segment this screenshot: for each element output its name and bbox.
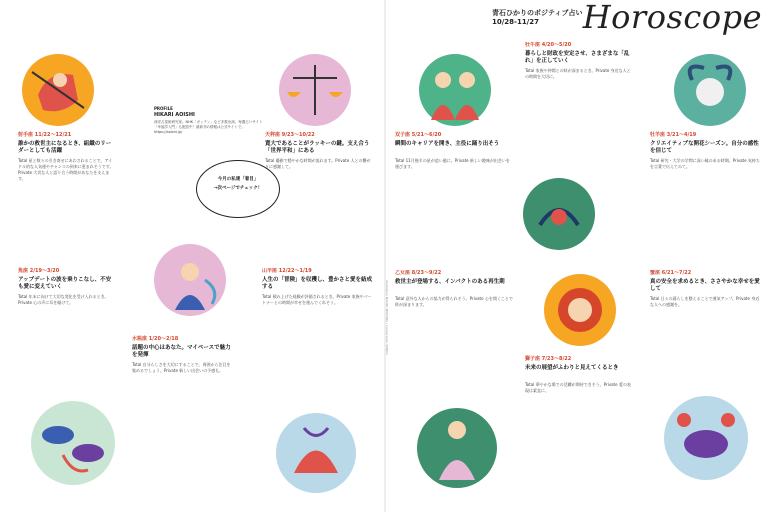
sign-scorpio: [520, 175, 600, 255]
bubble-line1: 今月の私達「着目」: [217, 177, 259, 182]
sign-gemini: [395, 50, 515, 255]
sign-pisces: [18, 240, 116, 505]
sign-body: Total 年末に向けて大切な変化を受け入れるとき。Private 心の声に耳を傾けて。: [18, 294, 109, 305]
sign-name: 牡羊座 3/21〜4/19: [650, 132, 697, 138]
header: [462, 2, 762, 34]
sign-body: Total 意外な人からの協力が得られそう。Private 心を開くことで絆が深まります。: [395, 296, 513, 307]
sign-headline: 救世主が登場する、インパクトのある再生期: [395, 279, 505, 285]
sign-body: Total 優雅で穏やかな時間が流れます。Private 人との繋がりに感謝して。: [265, 158, 371, 169]
scorpion-icon: [520, 175, 598, 253]
sign-name: 山羊座 12/22〜1/19: [262, 268, 312, 274]
page-gutter: [384, 0, 386, 512]
sign-name: 水瓶座 1/20〜2/18: [132, 336, 179, 342]
sign-headline: クリエイティブな開花シーズン。自分の感性を信じて: [650, 141, 759, 154]
sign-name: 獅子座 7/23〜8/22: [525, 356, 572, 362]
maiden-icon: [415, 400, 499, 496]
sign-aries: [650, 50, 762, 255]
sign-name: 天秤座 9/23〜10/22: [265, 132, 315, 138]
sign-leo: [525, 270, 635, 505]
sign-headline: 人生の「冒険」を収穫し、豊かさと愛を結成する: [262, 277, 373, 290]
sign-capricorn: [262, 268, 374, 508]
header-date: 10/28-11/27: [492, 18, 539, 26]
goat-icon: [274, 408, 358, 498]
profile: [154, 106, 264, 158]
page-title: Horoscope: [582, 0, 762, 36]
profile-caption: PROFILE: [154, 106, 173, 111]
sign-headline: 寛大であることがラッキーの鍵。支え合う「世界平和」にある: [265, 141, 370, 154]
sign-body: Total 家族や仲間との絆が深まるとき。Private 身近な人との時間を大切に。: [525, 68, 631, 79]
water-bearer-icon: [150, 240, 230, 318]
fish-icon: [28, 395, 116, 490]
sign-body: Total 華やかな場での活躍が期待できそう。Private 愛の表現は素直に。: [525, 382, 631, 393]
sign-body: Total 研究・大学の学問に深い縁のある時期。Private 気持ちを言葉で伝えてみて。: [650, 158, 760, 169]
sign-headline: 暮らしと財政を安定させ、さまざまな「乱れ」を正していく: [525, 51, 630, 64]
sign-name: 射手座 11/22〜12/21: [18, 132, 72, 138]
sign-virgo: [395, 270, 515, 505]
sign-libra: [265, 50, 375, 255]
sign-name: 蟹座 6/21〜7/22: [650, 270, 692, 276]
credit-text: Illustration NAOKO NOMURA / Cooperation SHIROI: [385, 280, 389, 355]
scales-icon: [275, 50, 355, 128]
sign-body: Total 自分らしさを大切にすることで、周囲から注目を集めるでしょう。Private 新しい出会いの予感も。: [132, 362, 231, 373]
sign-sagittarius: [18, 50, 116, 255]
sign-headline: 真の安全を求めるとき、ささやかな幸せを愛して: [650, 279, 760, 292]
sign-name: 双子座 5/21〜6/20: [395, 132, 442, 138]
sign-headline: 瞬間のキャリアを開き、主役に踊り出そう: [395, 141, 500, 147]
header-subtitle: 青石ひかりのポジティブ占い: [492, 9, 583, 17]
ram-icon: [670, 50, 750, 128]
sign-name: 魚座 2/19〜3/20: [18, 268, 60, 274]
profile-text: 西洋占星術研究家。NHK「ガッテン」など多数出演。毎週占いサイト「幸福学入門」も配信中！最新刊の情報は公式サイトで。https://aoishi.jp/: [154, 120, 263, 134]
sign-headline: 誰かの救世主になるとき、組織のリーダーとしても活躍: [18, 141, 112, 154]
sign-body: Total 11月後半の星が追い風に。Private 新しい趣味が出会いを運びます。: [395, 158, 510, 169]
sign-headline: 話題の中心はあなた。マイペースで魅力を発揮: [132, 345, 231, 358]
bubble-line2: →次ページでチェック！: [213, 186, 263, 191]
sign-headline: アップデートの波を乗りこなし、不安も愛に変えていく: [18, 277, 112, 290]
twins-icon: [415, 50, 495, 128]
archer-icon: [18, 50, 98, 128]
sign-body: Total 積み上げた経験が評価されるとき。Private 家族やパートナーとの時間が幸せを運んでくれそう。: [262, 294, 372, 305]
sign-headline: 未来の展望がふわりと見えてくるとき: [525, 365, 619, 371]
sign-aquarius: [120, 240, 240, 505]
profile-name: HIKARI AOISHI: [154, 112, 195, 118]
crab-icon: [662, 388, 750, 488]
sign-body: Total 日々の暮らしを整えることで運気アップ。Private 身近な人への感謝を。: [650, 296, 760, 307]
lion-icon: [540, 270, 620, 350]
sign-cancer: [650, 270, 762, 505]
sign-name: 牡牛座 4/20〜5/20: [525, 42, 572, 48]
sign-body: Total 星と数々の引き寄せにあわされることで、アイドル的な人気運やチャンスの到来に恵まれそうです。Private 大切な人と語り合う時間があなたを支えます。: [18, 158, 114, 181]
sign-name: 乙女座 8/23〜9/22: [395, 270, 442, 276]
